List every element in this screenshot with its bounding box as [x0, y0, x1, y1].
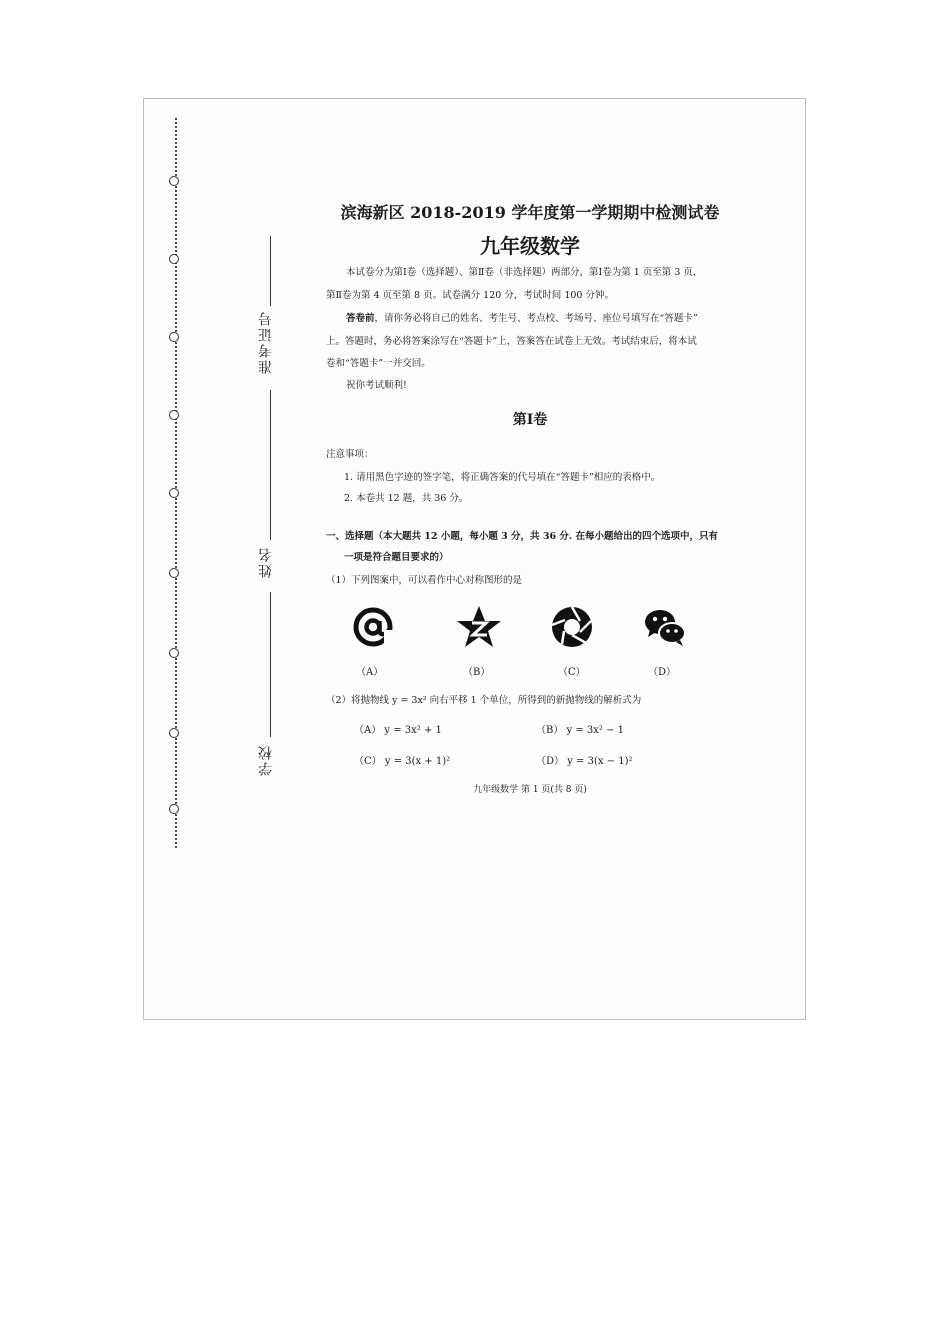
q1-option-b: （B）: [463, 667, 491, 678]
exam-subject: 九年级数学: [480, 234, 580, 258]
admission-number-label: 准考证号: [258, 310, 274, 374]
wechat-icon: [642, 604, 688, 650]
intro-line: 卷和“答题卡”一并交回。: [326, 358, 431, 369]
intro-bold: 答卷前: [346, 313, 375, 324]
binding-ring-icon: [169, 804, 179, 814]
binding-ring-icon: [169, 488, 179, 498]
binding-ring-icon: [169, 728, 179, 738]
part-heading: 一项是符合题目要求的）: [344, 552, 449, 563]
section-title: 第Ⅰ卷: [512, 412, 548, 428]
q2-option-b: （B） y = 3x² − 1: [536, 725, 625, 736]
notice-title: 注意事项：: [326, 449, 374, 460]
school-line: [270, 592, 271, 737]
question-1-stem: （1）下列图案中，可以看作中心对称图形的是: [326, 575, 523, 586]
q1-option-c: （C）: [558, 667, 586, 678]
binding-ring-icon: [169, 568, 179, 578]
notice-item: 1. 请用黑色字迹的签字笔，将正确答案的代号填在“答题卡”相应的表格中。: [344, 472, 661, 483]
intro-line: 本试卷分为第Ⅰ卷（选择题）、第Ⅱ卷（非选择题）两部分，第Ⅰ卷为第 1 页至第 3 页，: [346, 267, 703, 278]
school-label: 学校: [258, 744, 274, 776]
binding-line: [168, 118, 184, 848]
q2-option-c: （C） y = 3(x + 1)²: [354, 756, 451, 767]
aperture-icon: [549, 604, 595, 650]
binding-ring-icon: [169, 648, 179, 658]
part-heading: 一、选择题（本大题共 12 小题，每小题 3 分，共 36 分. 在每小题给出的四个选项中，只有: [326, 531, 719, 542]
intro-line: 第Ⅱ卷为第 4 页至第 8 页。试卷满分 120 分，考试时间 100 分钟。: [326, 290, 614, 301]
admission-number-line: [270, 236, 271, 306]
intro-line: [346, 310, 698, 324]
q1-option-d: （D）: [648, 667, 677, 678]
binding-ring-icon: [169, 332, 179, 342]
question-2-stem: （2）将抛物线 y = 3x² 向右平移 1 个单位，所得到的新抛物线的解析式为: [326, 695, 642, 706]
at-sign-icon: [350, 604, 396, 650]
page-footer: 九年级数学 第 1 页(共 8 页): [473, 785, 587, 795]
q2-option-a: （A） y = 3x² + 1: [354, 725, 442, 736]
dotted-cut-line: [175, 118, 177, 848]
notice-item: 2. 本卷共 12 题，共 36 分。: [344, 493, 469, 504]
binding-ring-icon: [169, 410, 179, 420]
star-z-icon: [456, 604, 502, 650]
q2-option-d: （D） y = 3(x − 1)²: [536, 756, 633, 767]
intro-line: 祝你考试顺利!: [346, 380, 407, 391]
binding-ring-icon: [169, 176, 179, 186]
q1-option-a: （A）: [356, 667, 384, 678]
intro-line: 上。答题时，务必将答案涂写在“答题卡”上，答案答在试卷上无效。考试结束后，将本试: [326, 336, 697, 347]
name-line: [270, 390, 271, 540]
name-label: 姓名: [258, 546, 274, 578]
intro-text: ，请你务必将自己的姓名、考生号、考点校、考场号、座位号填写在“答题卡”: [374, 313, 698, 324]
exam-title: 滨海新区 2018-2019 学年度第一学期期中检测试卷: [340, 203, 720, 222]
binding-ring-icon: [169, 254, 179, 264]
